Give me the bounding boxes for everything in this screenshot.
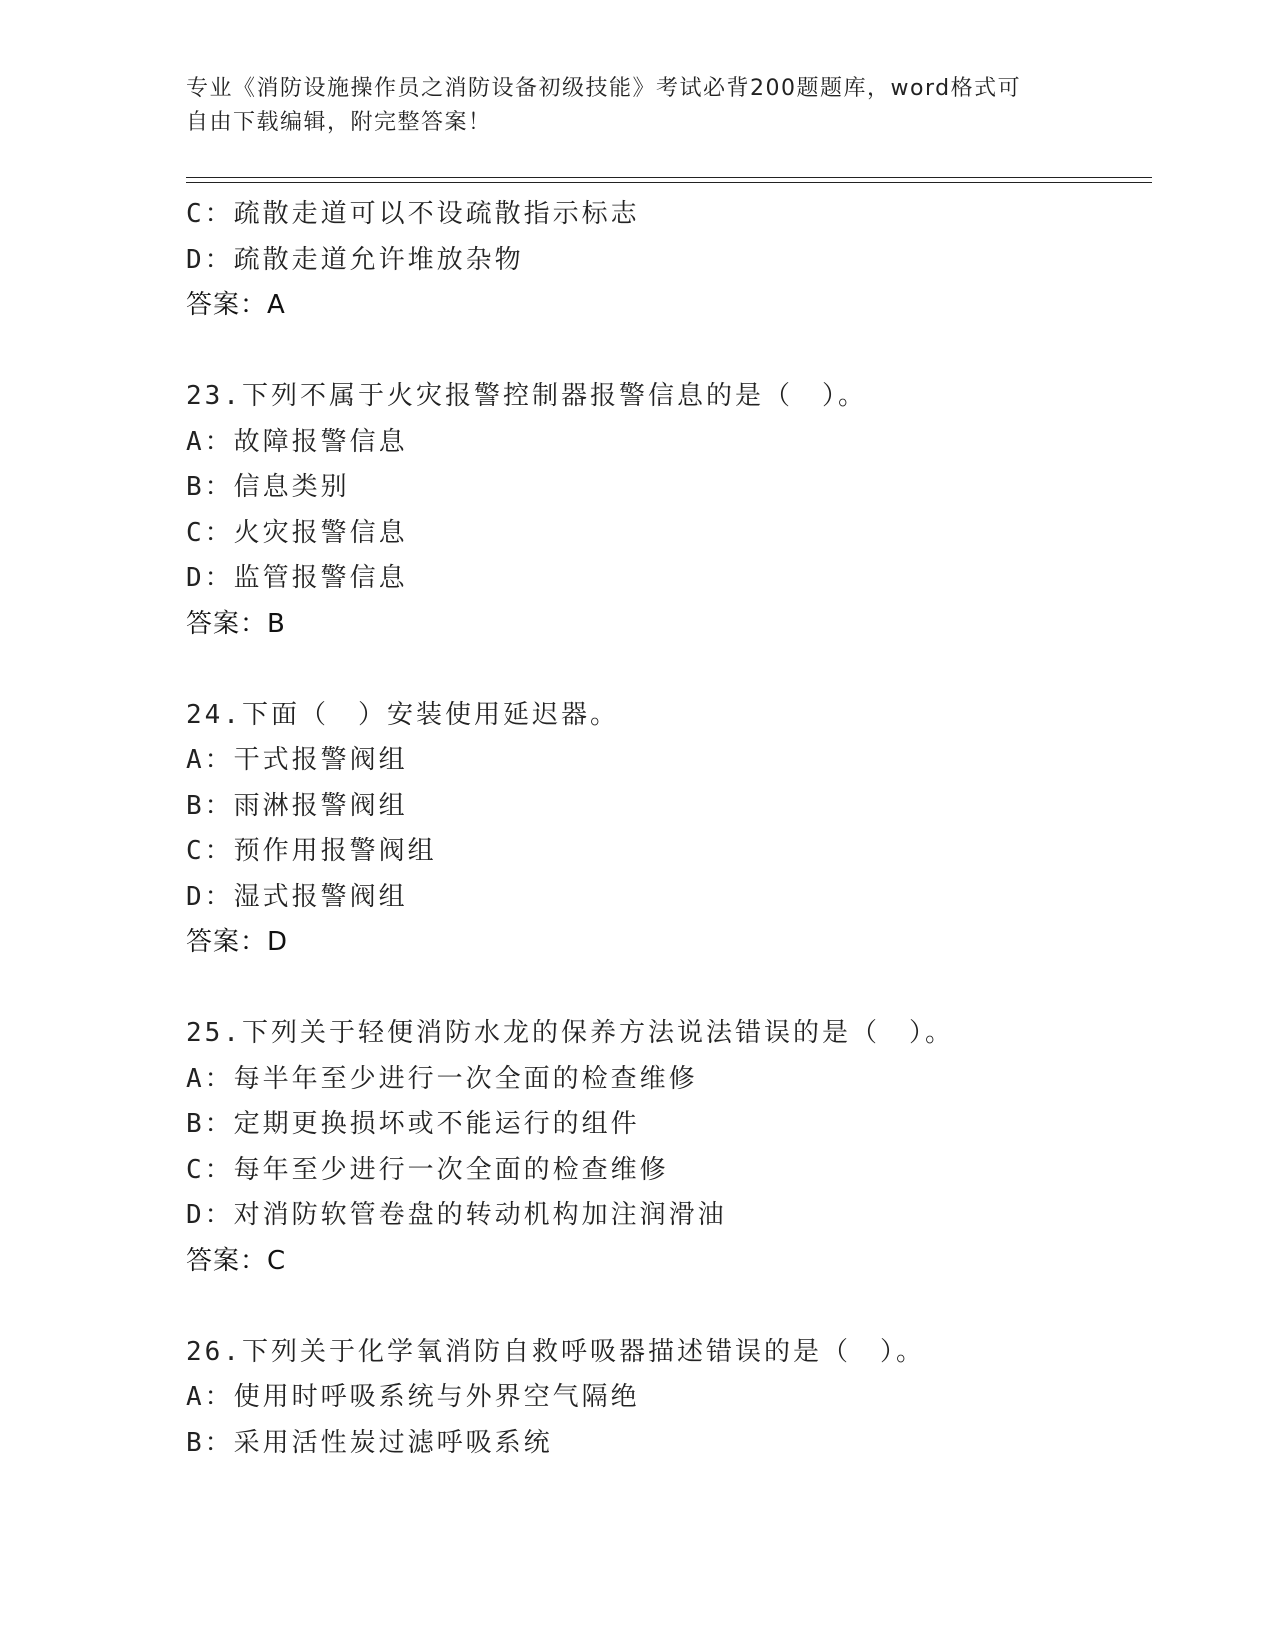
option-a: A：干式报警阀组 xyxy=(186,745,408,775)
option-c: C：预作用报警阀组 xyxy=(186,836,437,866)
option-b: B：信息类别 xyxy=(186,472,350,502)
spacer xyxy=(186,1284,1146,1330)
header-line-1: 专业《消防设施操作员之消防设备初级技能》考试必背200题题库，word格式可 xyxy=(186,76,1022,101)
option-a: A：每半年至少进行一次全面的检查维修 xyxy=(186,1063,698,1094)
question-stem: 25.下列关于轻便消防水龙的保养方法说法错误的是（ ）。 xyxy=(186,1018,954,1048)
option-b: B：定期更换损坏或不能运行的组件 xyxy=(186,1109,640,1139)
option-c: C：每年至少进行一次全面的检查维修 xyxy=(186,1154,669,1185)
option-c: C：火灾报警信息 xyxy=(186,517,408,548)
spacer xyxy=(186,329,1146,375)
answer-line: 答案：B xyxy=(186,608,286,639)
question-stem: 23.下列不属于火灾报警控制器报警信息的是（ ）。 xyxy=(186,381,867,411)
question-stem: 26.下列关于化学氧消防自救呼吸器描述错误的是（ ）。 xyxy=(186,1336,925,1367)
answer-line: 答案：C xyxy=(186,1245,287,1276)
header-divider-top xyxy=(186,177,1152,178)
option-a: A：使用时呼吸系统与外界空气隔绝 xyxy=(186,1382,640,1412)
spacer xyxy=(186,966,1146,1012)
answer-line: 答案：D xyxy=(186,927,289,957)
question-stem: 24.下面（ ）安装使用延迟器。 xyxy=(186,699,619,730)
option-c: C：疏散走道可以不设疏散指示标志 xyxy=(186,199,640,229)
option-d: D：湿式报警阀组 xyxy=(186,881,408,912)
question-list xyxy=(186,192,1146,1466)
header-line-2: 自由下载编辑，附完整答案！ xyxy=(186,110,492,135)
option-a: A：故障报警信息 xyxy=(186,426,408,457)
spacer xyxy=(186,647,1146,693)
option-d: D：对消防软管卷盘的转动机构加注润滑油 xyxy=(186,1200,727,1230)
option-d: D：监管报警信息 xyxy=(186,563,408,593)
option-b: B：采用活性炭过滤呼吸系统 xyxy=(186,1427,553,1458)
answer-line: 答案：A xyxy=(186,290,286,320)
document-header xyxy=(186,72,1086,140)
option-b: B：雨淋报警阀组 xyxy=(186,790,408,821)
header-divider-bottom xyxy=(186,182,1152,183)
option-d: D：疏散走道允许堆放杂物 xyxy=(186,244,524,275)
